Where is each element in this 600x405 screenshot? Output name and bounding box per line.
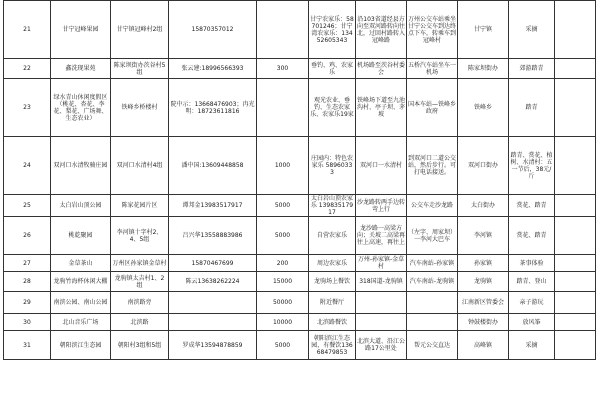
cell-area: 300 [257,59,309,79]
cell-transport: 到双河口二道公交站，然后步行。可打电话接送。 [407,137,458,195]
cell-transport: 汽车南站-龙驹镇 [407,272,458,292]
cell-area [257,1,309,59]
cell-contact [169,314,257,331]
blank-cell [555,314,596,331]
cell-activity: 采摘 [509,1,555,59]
cell-area: 1000 [257,137,309,195]
cell-area [257,79,309,137]
blank-cell [555,272,596,292]
cell-activity: 茶事体验 [509,255,555,272]
cell-area: 5000 [257,195,309,217]
table-row [4,59,596,79]
cell-activity: 踏青、登山 [509,272,555,292]
table-row [4,272,596,292]
cell-facilities: 庄园内：特色农家乐 58960333 [309,137,356,195]
table-row [4,292,596,314]
table-row [4,255,596,272]
cell-name: 太白岩山顶公园 [51,195,111,217]
cell-location: 陈家花园片区 [111,195,169,217]
blank-cell [555,292,596,314]
cell-activity: 采摘 [509,331,555,360]
cell-transport: 万州公交车站乘坐甘宁公交车到达终点下车，转乘车到冠峰村 [407,1,458,59]
cell-contact: 15870467699 [169,255,257,272]
cell-area: 50000 [257,292,309,314]
cell-activity: 赏花、踏青 [509,217,555,255]
cell-name: 金草茶山 [51,255,111,272]
cell-name: 北山音乐广场 [51,314,111,331]
cell-contact [169,292,257,314]
cell-town: 陈家坝街办 [458,59,509,79]
cell-num: 22 [4,59,51,79]
table-row [4,314,596,331]
cell-route: 沿103省道经县方向至双河路转向往北，过回村路转入冠峰路 [356,1,407,59]
table-row [4,79,596,137]
cell-activity: 放风筝 [509,314,555,331]
cell-location: 南滨路旁 [111,292,169,314]
cell-transport [407,314,458,331]
blank-cell [555,331,596,360]
cell-route [356,292,407,314]
cell-num: 31 [4,331,51,360]
blank-cell [555,195,596,217]
cell-contact: 15870357012 [169,1,257,59]
cell-contact: 陈云13638262224 [169,272,257,292]
cell-area: 5000 [257,217,309,255]
cell-transport: 帮元公交直达 [407,331,458,360]
cell-activity: 踏青 [509,79,555,137]
table-row [4,195,596,217]
blank-cell [555,79,596,137]
cell-facilities: 朝阳滨江生态园，有餐饮13668479853 [309,331,356,360]
cell-transport: （左字、周家坝）一李河大巴车 [407,217,458,255]
cell-route: 318国道-龙驹镇 [356,272,407,292]
cell-location: 朝阳村3组和5组 [111,331,169,360]
cell-location: 李河镇十字村2、4、5组 [111,217,169,255]
cell-area: 200 [257,255,309,272]
cell-town: 江南新区管委会 [458,292,509,314]
cell-town: 太白街办 [458,195,509,217]
cell-num: 23 [4,79,51,137]
cell-location: 北滨路 [111,314,169,331]
cell-name: 龙驹竹海杯休闲大棚 [51,272,111,292]
cell-contact: 院中示：13668476903；冉光明：18723611816 [169,79,257,137]
cell-route: 龙沙路一高梁方向；关坡二高梁再往上高速，再往上 [356,217,407,255]
cell-contact: 潘中国:13609448858 [169,137,257,195]
cell-facilities: 太白岩山顶农家乐 13983517917 [309,195,356,217]
cell-activity: 郊游踏青 [509,59,555,79]
cell-num: 24 [4,137,51,195]
cell-town: 高峰镇 [458,331,509,360]
cell-num: 25 [4,195,51,217]
cell-activity: 赏花、踏青 [509,195,555,217]
cell-facilities: 自营农家乐 [309,217,356,255]
cell-num: 21 [4,1,51,59]
cell-route: 沙龙路转两手边转弯上行 [356,195,407,217]
cell-area: 15000 [257,272,309,292]
cell-location: 龙驹镇太吉村1、2组 [111,272,169,292]
cell-facilities: 甘宁农家乐：58701246；甘宁湾农家乐：13452605343 [309,1,356,59]
cell-facilities: 周边农家乐 [309,255,356,272]
table-row [4,217,596,255]
cell-name: 绿水青山休闲度假区（桃花、杏花、李花、梨花、广场舞、生态农业） [51,79,111,137]
cell-location: 陈家坝街办茨谷村5组 [111,59,169,79]
cell-transport: 汽车南站-孙家镇 [407,255,458,272]
cell-name: 鑫洗现果苑 [51,59,111,79]
cell-facilities: 北滨路餐饮 [309,314,356,331]
cell-route: 双河口一水清村 [356,137,407,195]
table-row [4,137,596,195]
cell-num: 27 [4,255,51,272]
cell-contact: 谭邦金13983517917 [169,195,257,217]
cell-num: 26 [4,217,51,255]
cell-town: 孙家镇 [458,255,509,272]
cell-num: 30 [4,314,51,331]
blank-cell [555,137,596,195]
cell-location: 万州区孙家镇金草村 [111,255,169,272]
attractions-table [3,0,596,360]
cell-contact: 吕兴华13558883986 [169,217,257,255]
cell-facilities: 垂钓、鸡、农家乐 [309,59,356,79]
cell-name: 朝阳滨江生态园 [51,331,111,360]
cell-activity: 亲子游玩 [509,292,555,314]
cell-activity: 踏青、赏花、植树、水清村：五一节后，38元/斤 [509,137,555,195]
table-row [4,331,596,360]
cell-name: 南滨公园、南山公园 [51,292,111,314]
cell-route: 铁峰场下道至九池沟村、亭子坝、茅坡 [356,79,407,137]
cell-town: 李河镇 [458,217,509,255]
cell-transport [407,292,458,314]
blank-cell [555,1,596,59]
cell-name: 双河口水清牧骑庄园 [51,137,111,195]
cell-town: 钟鼓楼街办 [458,314,509,331]
cell-num: 28 [4,272,51,292]
cell-num: 29 [4,292,51,314]
cell-transport: 五桥汽车站坐车一机场 [407,59,458,79]
cell-route: 万州-孙家镇-金草村 [356,255,407,272]
cell-facilities: 龙驹场上餐饮 [309,272,356,292]
cell-route: 北滨大道、沿江公路17公里处 [356,331,407,360]
cell-transport: 公交车走沙龙路 [407,195,458,217]
cell-town: 甘宁镇 [458,1,509,59]
cell-transport: 国本车站—铁峰乡政府 [407,79,458,137]
cell-area: 10000 [257,314,309,331]
cell-location: 甘宁镇冠峰村2组 [111,1,169,59]
cell-location: 双河口水清村4组 [111,137,169,195]
cell-route [356,314,407,331]
cell-town: 铁峰乡 [458,79,509,137]
blank-cell [555,217,596,255]
blank-cell [555,59,596,79]
cell-name: 桃乾聚园 [51,217,111,255]
cell-facilities: 观光农业、垂钓、生态农家乐、农家乐19家 [309,79,356,137]
cell-contact: 罗成华13594878859 [169,331,257,360]
table-row [4,1,596,59]
cell-name: 甘宁冠峰果园 [51,1,111,59]
cell-contact: 张云建:18996566393 [169,59,257,79]
cell-facilities: 附近餐厅 [309,292,356,314]
blank-cell [555,255,596,272]
cell-area: 5000 [257,331,309,360]
cell-route: 机场路至茨谷村委会 [356,59,407,79]
cell-town: 双河口街办 [458,137,509,195]
cell-location: 铁峰乡桥楼村 [111,79,169,137]
cell-town: 龙驹镇 [458,272,509,292]
